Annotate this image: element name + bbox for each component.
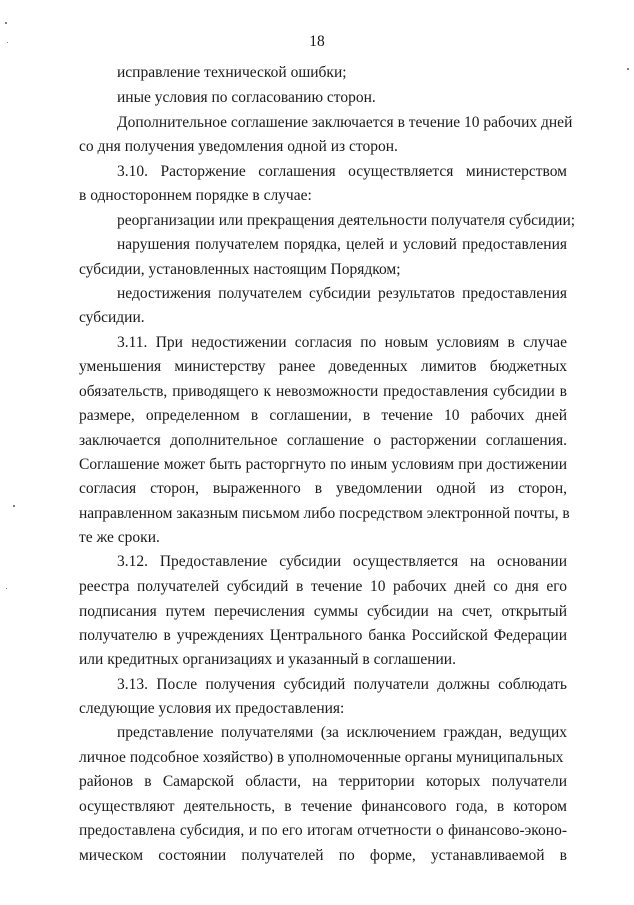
- document-line: мическом состоянии получателей по форме, устанавливаемой в: [79, 847, 567, 864]
- scan-speck: [5, 22, 7, 24]
- scan-speck: [6, 588, 7, 589]
- scan-speck: [627, 68, 629, 70]
- document-line: 3.10. Расторжение соглашения осуществляется министерством: [117, 163, 567, 180]
- document-line: районов в Самарской области, на территории которых получатели: [79, 773, 567, 790]
- document-line: 3.13. После получения субсидий получатели должны соблюдать: [117, 676, 567, 693]
- document-line: следующие условия их предоставления:: [79, 700, 345, 717]
- document-line: личное подсобное хозяйство) в уполномоченные органы муниципальных: [79, 749, 564, 766]
- document-line: субсидии.: [79, 309, 145, 326]
- document-line: в одностороннем порядке в случае:: [79, 187, 312, 204]
- document-line: размере, определенном в соглашении, в течение 10 рабочих дней: [79, 407, 567, 424]
- document-line: Дополнительное соглашение заключается в течение 10 рабочих дней: [117, 114, 573, 131]
- document-line: уменьшения министерству ранее доведенных лимитов бюджетных: [79, 358, 567, 375]
- document-line: подписания путем перечисления суммы субсидии на счет, открытый: [79, 603, 567, 620]
- document-line: направленном заказным письмом либо посредством электронной почты, в: [79, 505, 570, 522]
- page-number: 18: [309, 33, 325, 50]
- scan-speck: [7, 42, 8, 43]
- document-line: иные условия по согласованию сторон.: [117, 89, 376, 106]
- document-line: представление получателями (за исключением граждан, ведущих: [117, 724, 567, 741]
- document-line: те же сроки.: [79, 529, 160, 546]
- document-line: реорганизации или прекращения деятельности получателя субсидии;: [117, 212, 576, 229]
- document-line: осуществляют деятельность, в течение финансового года, в котором: [79, 798, 567, 815]
- document-line: исправление технической ошибки;: [117, 64, 347, 81]
- document-line: субсидии, установленных настоящим Порядком;: [79, 261, 401, 278]
- document-line: недостижения получателем субсидии результатов предоставления: [117, 285, 567, 302]
- document-line: нарушения получателем порядка, целей и условий предоставления: [117, 236, 567, 253]
- document-line: согласия сторон, выраженного в уведомлении одной из сторон,: [79, 480, 567, 497]
- document-line: 3.11. При недостижении согласия по новым условиям в случае: [117, 334, 567, 351]
- document-line: получателю в учреждениях Центрального банка Российской Федерации: [79, 627, 567, 644]
- document-line: или кредитных организациях и указанный в соглашении.: [79, 651, 456, 668]
- document-line: 3.12. Предоставление субсидии осуществляется на основании: [117, 553, 567, 570]
- document-line: Соглашение может быть расторгнуто по иным условиям при достижении: [79, 456, 567, 473]
- document-line: заключается дополнительное соглашение о расторжении соглашения.: [79, 432, 567, 449]
- document-line: со дня получения уведомления одной из сторон.: [79, 138, 398, 155]
- document-line: предоставлена субсидия, и по его итогам отчетности о финансово-эконо-: [79, 822, 567, 839]
- document-line: реестра получателей субсидий в течение 10 рабочих дней со дня его: [79, 578, 567, 595]
- scan-speck: [13, 505, 15, 507]
- document-line: обязательств, приводящего к невозможности предоставления субсидии в: [79, 383, 567, 400]
